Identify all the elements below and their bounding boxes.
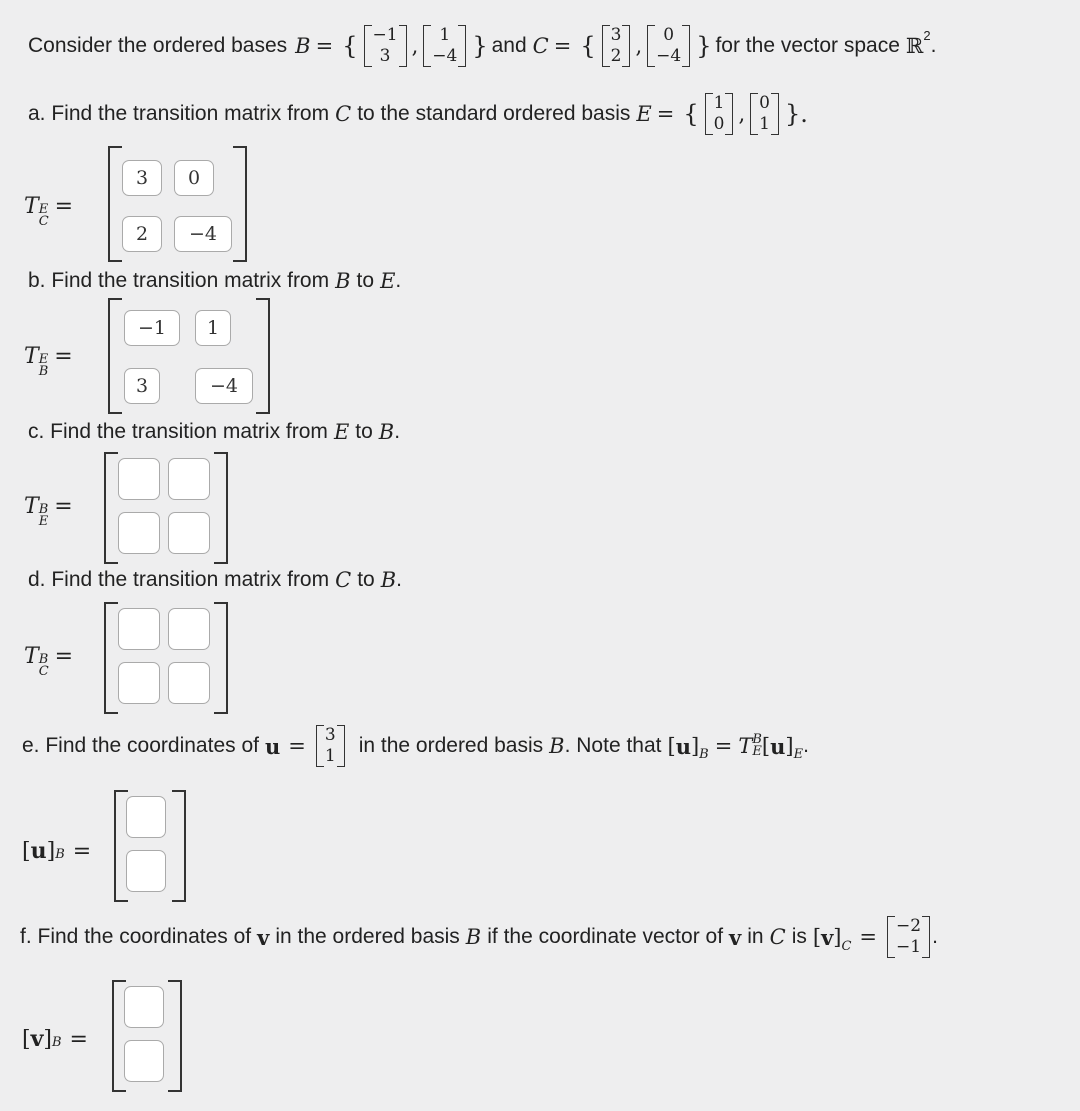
- part-e-cell-2[interactable]: [126, 850, 166, 892]
- space-symbol: ℝ: [905, 34, 924, 58]
- part-b-cell-2-2[interactable]: [195, 368, 253, 404]
- part-e-question: e. Find the coordinates of u = 3 1 in the ordered basis B . Note that [ u ] $_B$ = T B E [ u ] $_E$ .: [22, 725, 809, 766]
- basis-e-vector-1: 1 0: [705, 93, 734, 135]
- part-a-mid: to the standard ordered basis: [357, 102, 631, 125]
- part-d-cell-1-2[interactable]: [168, 608, 210, 650]
- part-f-vector-label: [ v ] B =: [22, 1026, 88, 1052]
- part-f-question: f. Find the coordinates of v in the ordered basis B if the coordinate vector of v in C is [ v ] $_C$ = −2 −1 .: [20, 916, 938, 957]
- basis-e-vector-2: 0 1: [750, 93, 779, 135]
- brace-open: {: [580, 32, 596, 60]
- part-b-cell-1-1[interactable]: [124, 310, 180, 346]
- part-b-matrix-label: T E B =: [24, 344, 73, 379]
- basis-b-symbol: B: [295, 34, 311, 58]
- intro-and: and: [491, 34, 527, 57]
- part-a-question: a. Find the transition matrix from C to the standard ordered basis E = { 1 0 , 0 1 }.: [28, 93, 808, 134]
- part-c-cell-2-1[interactable]: [118, 512, 160, 554]
- part-a-text: a. Find the transition matrix from: [28, 102, 330, 125]
- part-a-cell-1-1[interactable]: [122, 160, 162, 196]
- part-c-matrix-label: T B E =: [24, 494, 73, 529]
- part-d-cell-1-1[interactable]: [118, 608, 160, 650]
- u-vector: 3 1: [316, 725, 345, 767]
- equals-sign: =: [315, 34, 334, 58]
- brace-close: }: [696, 32, 712, 60]
- intro-line: Consider the ordered bases B = { −1 3 , 1 −4 } and C = { 3 2 , 0 −4 } for the vector space ℝ $^2$ .: [28, 25, 937, 66]
- basis-b-vector-1: −1 3: [364, 25, 407, 67]
- basis-c-vector-2: 0 −4: [647, 25, 690, 67]
- part-a-cell-1-2[interactable]: [174, 160, 214, 196]
- part-c-cell-2-2[interactable]: [168, 512, 210, 554]
- space-exponent: 2: [923, 28, 931, 43]
- part-b-cell-1-2[interactable]: [195, 310, 231, 346]
- equals-sign: =: [553, 34, 572, 58]
- brace-close: }: [472, 32, 488, 60]
- part-f-cell-2[interactable]: [124, 1040, 164, 1082]
- intro-prefix: Consider the ordered bases: [28, 34, 288, 57]
- part-b-cell-2-1[interactable]: [124, 368, 160, 404]
- part-a-cell-2-1[interactable]: [122, 216, 162, 252]
- part-c-question: c. Find the transition matrix from E to B .: [28, 420, 401, 444]
- part-a-from: C: [335, 102, 352, 126]
- part-d-question: d. Find the transition matrix from C to B .: [28, 568, 402, 592]
- part-d-matrix-label: T B C =: [24, 644, 74, 679]
- part-e-cell-1[interactable]: [126, 796, 166, 838]
- part-e-vector-label: [ u ] B =: [22, 838, 92, 864]
- basis-c-symbol: C: [532, 34, 549, 58]
- part-d-cell-2-2[interactable]: [168, 662, 210, 704]
- brace-open: {: [342, 32, 358, 60]
- part-f-cell-1[interactable]: [124, 986, 164, 1028]
- part-a-matrix-label: T E C =: [24, 194, 74, 229]
- part-a-cell-2-2[interactable]: [174, 216, 232, 252]
- basis-e-symbol: E: [636, 102, 652, 126]
- basis-b-vector-2: 1 −4: [423, 25, 466, 67]
- part-b-question: b. Find the transition matrix from B to E .: [28, 269, 402, 293]
- part-d-cell-2-1[interactable]: [118, 662, 160, 704]
- basis-c-vector-1: 3 2: [602, 25, 631, 67]
- intro-suffix: for the vector space: [715, 34, 900, 57]
- part-c-cell-1-1[interactable]: [118, 458, 160, 500]
- part-c-cell-1-2[interactable]: [168, 458, 210, 500]
- v-vector: −2 −1: [887, 916, 930, 958]
